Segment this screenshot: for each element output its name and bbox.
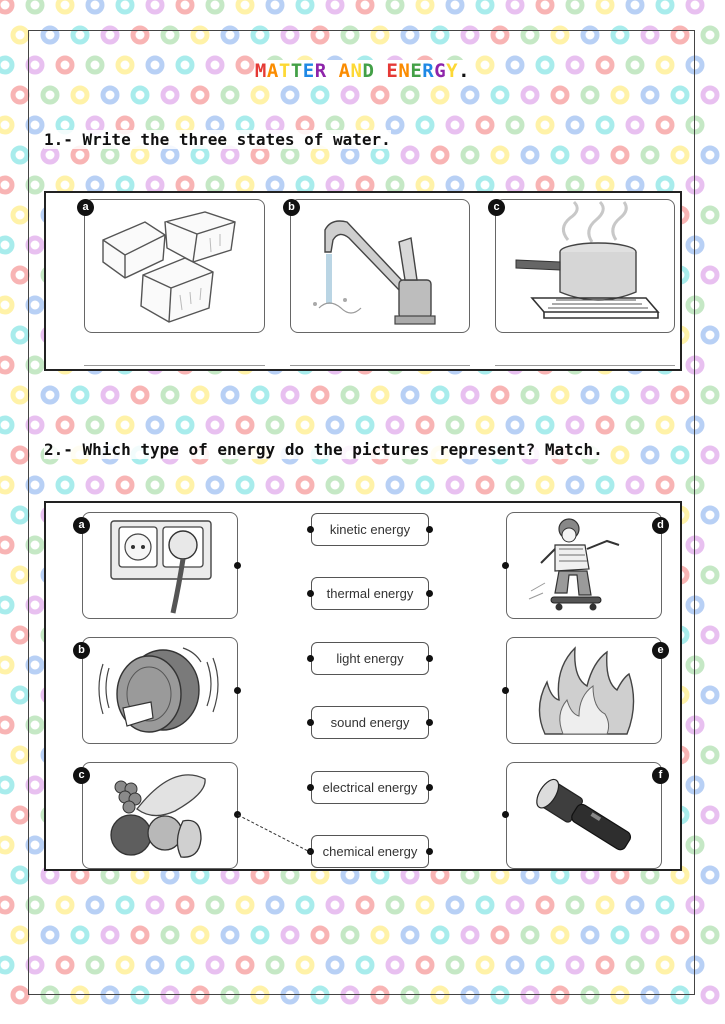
badge-c: c bbox=[488, 199, 505, 216]
picture-card-c bbox=[495, 199, 675, 333]
title-letter bbox=[327, 60, 339, 82]
title-letter: A bbox=[266, 60, 279, 82]
badge-b: b bbox=[73, 642, 90, 659]
label-thermal-energy[interactable]: thermal energy bbox=[311, 577, 429, 610]
page-title bbox=[0, 60, 725, 82]
water-tap-icon bbox=[291, 200, 471, 334]
title-letter: N bbox=[398, 60, 411, 82]
title-letter: G bbox=[434, 60, 447, 82]
example-match-line bbox=[46, 503, 684, 873]
label-chemical-energy[interactable]: chemical energy bbox=[311, 835, 429, 868]
badge-f: f bbox=[652, 767, 669, 784]
answer-line-a[interactable] bbox=[84, 365, 265, 366]
title-letter: T bbox=[290, 60, 303, 82]
picture-card-b bbox=[290, 199, 470, 333]
title-letter: N bbox=[350, 60, 363, 82]
title-letter: A bbox=[338, 60, 351, 82]
badge-d: d bbox=[652, 517, 669, 534]
ice-cubes-icon bbox=[85, 200, 266, 334]
answer-line-b[interactable] bbox=[290, 365, 470, 366]
title-letter: D bbox=[362, 60, 375, 82]
title-letter: E bbox=[410, 60, 423, 82]
badge-e: e bbox=[652, 642, 669, 659]
label-kinetic-energy[interactable]: kinetic energy bbox=[311, 513, 429, 546]
title-letter: Y bbox=[446, 60, 459, 82]
badge-c: c bbox=[73, 767, 90, 784]
title-letter: . bbox=[458, 60, 471, 82]
title-letter: E bbox=[302, 60, 315, 82]
picture-card-a bbox=[84, 199, 265, 333]
question-2: 2.- Which type of energy do the pictures represent? Match. bbox=[44, 440, 603, 459]
badge-a: a bbox=[77, 199, 94, 216]
energy-matching-box bbox=[44, 501, 682, 871]
title-letter: E bbox=[386, 60, 399, 82]
label-electrical-energy[interactable]: electrical energy bbox=[311, 771, 429, 804]
states-of-water-box bbox=[44, 191, 682, 371]
label-light-energy[interactable]: light energy bbox=[311, 642, 429, 675]
answer-line-c[interactable] bbox=[495, 365, 675, 366]
label-sound-energy[interactable]: sound energy bbox=[311, 706, 429, 739]
title-letter: R bbox=[314, 60, 327, 82]
question-1: 1.- Write the three states of water. bbox=[44, 130, 391, 149]
badge-a: a bbox=[73, 517, 90, 534]
title-letter: M bbox=[254, 60, 267, 82]
title-letter: T bbox=[278, 60, 291, 82]
title-letter bbox=[374, 60, 386, 82]
steaming-pot-icon bbox=[496, 200, 676, 334]
title-letter: R bbox=[422, 60, 435, 82]
badge-b: b bbox=[283, 199, 300, 216]
